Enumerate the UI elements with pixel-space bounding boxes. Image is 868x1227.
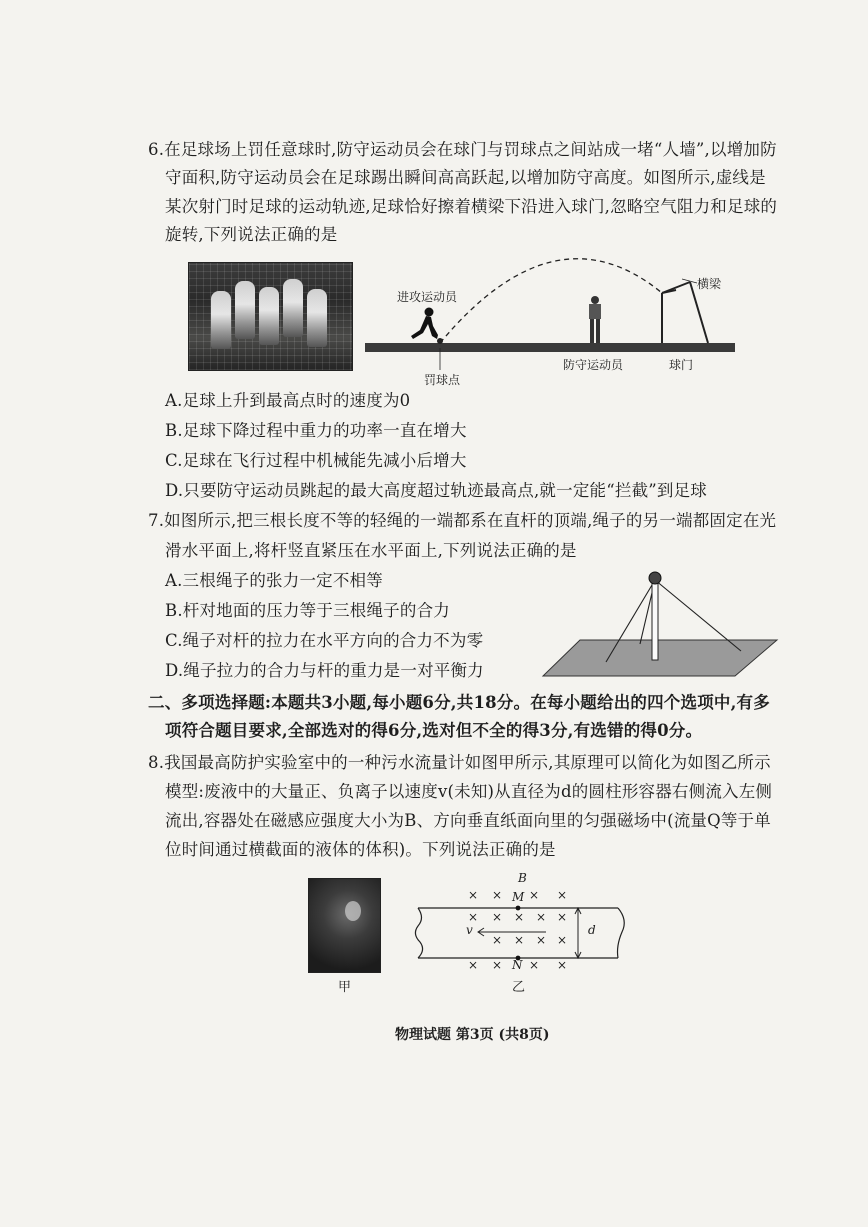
cross-mark: ×: [557, 958, 568, 972]
cross-mark: ×: [529, 958, 540, 972]
cross-mark: ×: [557, 933, 568, 947]
cross-mark: ×: [536, 910, 547, 924]
q6-line-1: 6.在足球场上罚任意球时,防守运动员会在球门与罚球点之间站成一堵“人墙”,以增加防: [148, 140, 777, 159]
cross-mark: ×: [468, 958, 479, 972]
section2-line-2: 项符合题目要求,全部选对的得6分,选对但不全的得3分,有选错的得0分。: [165, 721, 703, 740]
q7-option-d: D.绳子拉力的合力与杆的重力是一对平衡力: [165, 661, 484, 680]
label-yi: 乙: [512, 980, 526, 995]
q8-line-2: 模型:废液中的大量正、负离子以速度v(未知)从直径为d的圆柱形容器右侧流入左侧: [165, 782, 773, 801]
q6-line-3: 某次射门时足球的运动轨迹,足球恰好擦着横梁下沿进入球门,忽略空气阻力和足球的: [165, 197, 778, 216]
q8-line-1: 8.我国最高防护实验室中的一种污水流量计如图甲所示,其原理可以简化为如图乙所示: [148, 753, 771, 772]
q6-option-b: B.足球下降过程中重力的功率一直在增大: [165, 421, 467, 440]
q7-line-1: 7.如图所示,把三根长度不等的轻绳的一端都系在直杆的顶端,绳子的另一端都固定在光: [148, 511, 777, 530]
q7-option-a: A.三根绳子的张力一定不相等: [165, 571, 383, 590]
cross-mark: ×: [514, 910, 525, 924]
q6-option-a: A.足球上升到最高点时的速度为0: [165, 391, 411, 410]
label-diameter: d: [588, 923, 596, 937]
q8-line-3: 流出,容器处在磁感应强度大小为B、方向垂直纸面向里的匀强磁场中(流量Q等于单: [165, 811, 771, 830]
diameter-marker: [575, 908, 581, 958]
cross-mark: ×: [492, 910, 503, 924]
label-crossbar: 横梁: [697, 277, 722, 291]
q7-option-c: C.绳子对杆的拉力在水平方向的合力不为零: [165, 631, 484, 650]
label-b-field: B: [518, 871, 527, 885]
q7-line-2: 滑水平面上,将杆竖直紧压在水平面上,下列说法正确的是: [165, 541, 577, 560]
q8-line-4: 位时间通过横截面的液体的体积)。下列说法正确的是: [165, 840, 556, 859]
q6-option-d: D.只要防守运动员跳起的最大高度超过轨迹最高点,就一定能“拦截”到足球: [165, 481, 708, 500]
cross-mark: ×: [536, 933, 547, 947]
q6-option-c: C.足球在飞行过程中机械能先减小后增大: [165, 451, 467, 470]
cross-mark: ×: [514, 933, 525, 947]
cross-mark: ×: [492, 958, 503, 972]
cross-mark: ×: [492, 933, 503, 947]
label-goal: 球门: [669, 358, 694, 372]
label-n: N: [512, 958, 523, 972]
cross-mark: ×: [529, 888, 540, 902]
q6-line-2: 守面积,防守运动员会在足球踢出瞬间高高跃起,以增加防守高度。如图所示,虚线是: [165, 168, 766, 187]
label-penalty-spot: 罚球点: [424, 373, 461, 387]
label-m: M: [512, 890, 525, 904]
cross-mark: ×: [557, 910, 568, 924]
label-velocity: v: [466, 923, 473, 937]
cross-mark: ×: [468, 888, 479, 902]
cross-mark: ×: [557, 888, 568, 902]
cross-mark: ×: [468, 910, 479, 924]
cross-mark: ×: [492, 888, 503, 902]
page-footer: 物理试题 第3页 (共8页): [395, 1027, 550, 1043]
q7-option-b: B.杆对地面的压力等于三根绳子的合力: [165, 601, 450, 620]
label-jia: 甲: [338, 980, 352, 995]
label-attacker: 进攻运动员: [397, 290, 458, 304]
q6-line-4: 旋转,下列说法正确的是: [165, 225, 338, 244]
label-defender: 防守运动员: [563, 358, 624, 372]
section2-line-1: 二、多项选择题:本题共3小题,每小题6分,共18分。在每小题给出的四个选项中,有多: [148, 693, 770, 712]
